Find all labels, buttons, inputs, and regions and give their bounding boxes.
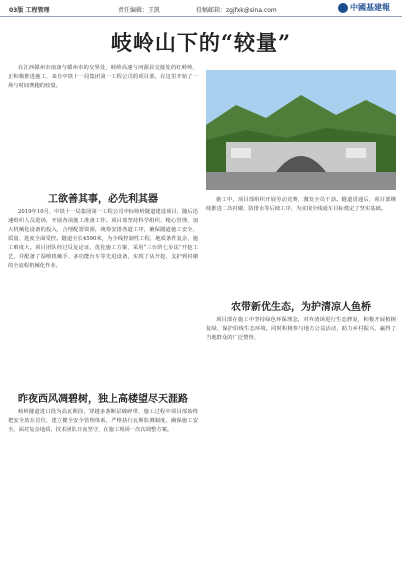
logo-text: 中國基建報 (350, 3, 390, 12)
section-2-text: 岐岭隧道进口段为高瓦斯段，穿越多条断层破碎带，施工过程中项目部始终把安全放在首位，建立健全安全管理体系，严格执行瓦斯监测制度，确保施工安全。面对复杂地质，技术团队日夜坚守，在施工现场一次次调整方案。 (8, 409, 198, 433)
intro-paragraph: 在江西赣州市南康与赣州市的交界处，岐岭高速与河源县交接处的红岭岭，正积极推进施工，来自中铁十一局集团第一工程公司的项目部，在这里开始了一场与时间赛跑的较量。 (8, 65, 198, 89)
section-1-text: 2019年10月，中铁十一局集团第一工程公司中标岐岭隧道建设项目，随后迅速组织人员进场，开展各项施工准备工作。项目部坚持科学组织、精心管理，加大机械化设备的投入，合理配置资源，统筹安排各道工序，确保隧道施工安全、质量、进度全面受控。隧道全长4590米，为全线控制性工程，地质条件复杂，施工难度大。项目团队经过反复论证，优化施工方案，采用“三台阶七步法”开挖工艺，并配备了湿喷机械手、多功能台车等先进设备，实现了从开挖、支护到衬砌的全流程机械化作业。 (8, 209, 198, 269)
page-header (0, 0, 402, 17)
page-section: 03版 工程管理 (9, 7, 50, 14)
section-heading-1: 工欲善其事，必先利其器 (48, 194, 158, 205)
section-3-text: 施工中，项目部组织开展劳动竞赛，激发全员干劲。隧道贯通后，项目部继续推进二次衬砌、防排水等后续工序，为实现全线通车目标奠定了坚实基础。 (206, 197, 396, 212)
newspaper-logo (338, 2, 390, 13)
editor-credit: 责任编辑：王凯 (118, 7, 161, 14)
section-4-text: 项目部在施工中坚持绿色环保理念，对弃渣场进行生态修复，积极开展植树复绿，保护沿线生态环境。同时积极参与地方公益活动，助力乡村振兴，赢得了当地群众的广泛赞誉。 (206, 317, 396, 341)
section-heading-2: 昨夜西风凋碧树，独上高楼望尽天涯路 (18, 394, 188, 405)
photo-illustration (206, 70, 396, 190)
section-heading-4: 农带新优生态，为护清凉人鱼桥 (231, 302, 371, 313)
article-title: 岐岭山下的“较量” (110, 30, 292, 55)
tunnel-construction-photo (206, 70, 396, 190)
logo-mark-icon (338, 3, 348, 13)
contact-email: 投稿邮箱：zgjfxk@sina.com (196, 7, 277, 14)
